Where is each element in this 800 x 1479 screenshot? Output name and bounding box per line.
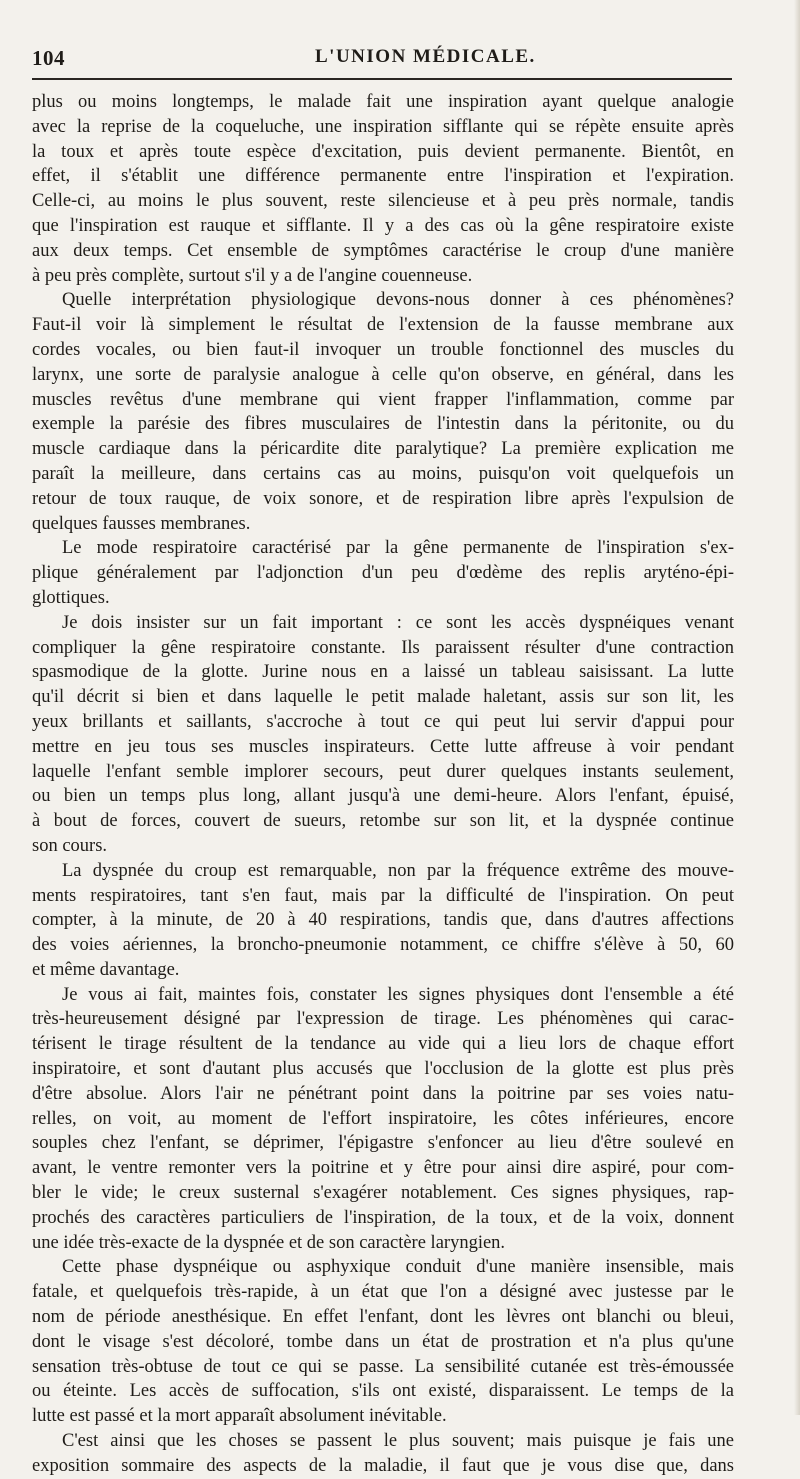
header-rule bbox=[32, 78, 732, 80]
text-line: que l'inspiration est rauque et sifflante. Il y a des cas où la gêne respiratoire existe bbox=[32, 215, 734, 236]
text-line: paraît la meilleure, dans certains cas au moins, puisqu'on voit quelquefois un bbox=[32, 463, 734, 484]
text-line: ou bien un temps plus long, allant jusqu'à une demi-heure. Alors l'enfant, épuisé, bbox=[32, 786, 734, 807]
running-header bbox=[32, 40, 732, 80]
text-line: à bout de forces, couvert de sueurs, retombe sur son lit, et la dyspnée continue bbox=[32, 811, 734, 832]
text-line: exemple la parésie des fibres musculaires de l'intestin dans la péritonite, ou du bbox=[32, 414, 734, 435]
text-line: mettre en jeu tous ses muscles inspirateurs. Cette lutte affreuse à voir pendant bbox=[32, 736, 734, 757]
text-line: la toux et après toute espèce d'excitation, puis devient permanente. Bientôt, en bbox=[32, 141, 734, 162]
text-line: son cours. bbox=[32, 835, 108, 856]
text-line: larynx, une sorte de paralysie analogue à celle qu'on observe, en général, dans les bbox=[32, 364, 734, 385]
text-line: très-heureusement désigné par l'expression de tirage. Les phénomènes qui carac- bbox=[32, 1009, 734, 1030]
text-line: dont le visage s'est décoloré, tombe dans un état de prostration et n'a plus qu'une bbox=[32, 1331, 734, 1352]
text-line: Quelle interprétation physiologique devons-nous donner à ces phénomènes? bbox=[62, 290, 734, 311]
text-line: à peu près complète, surtout s'il y a de l'angine couenneuse. bbox=[32, 265, 473, 286]
body-text bbox=[32, 90, 734, 1479]
text-line: glottiques. bbox=[32, 587, 110, 608]
text-line: térisent le tirage résultent de la tendance au vide qui a lieu lors de chaque effort bbox=[32, 1034, 734, 1055]
text-line: qu'il décrit si bien et dans laquelle le petit malade haletant, assis sur son lit, les bbox=[32, 687, 734, 708]
text-line: yeux brillants et saillants, s'accroche à tout ce qui peut lui servir d'appui pour bbox=[32, 711, 734, 732]
text-line: et même davantage. bbox=[32, 959, 180, 980]
text-line: prochés des caractères particuliers de l'inspiration, de la toux, et de la voix, donnent bbox=[32, 1207, 734, 1228]
text-line: Cette phase dyspnéique ou asphyxique conduit d'une manière insensible, mais bbox=[62, 1257, 734, 1278]
page-edge-shadow bbox=[794, 0, 800, 1415]
text-line: Le mode respiratoire caractérisé par la gêne permanente de l'inspiration s'ex- bbox=[62, 538, 734, 559]
text-line: plus ou moins longtemps, le malade fait une inspiration ayant quelque analogie bbox=[32, 92, 734, 112]
text-line: quelques fausses membranes. bbox=[32, 513, 251, 534]
text-line: laquelle l'enfant semble implorer secours, peut durer quelques instants seulement, bbox=[32, 761, 734, 782]
text-line: des voies aériennes, la broncho-pneumonie notamment, ce chiffre s'élève à 50, 60 bbox=[32, 935, 734, 956]
text-line: sensation très-obtuse de tout ce qui se passe. La sensibilité cutanée est très-émoussée bbox=[32, 1356, 734, 1377]
text-line: exposition sommaire des aspects de la maladie, il faut que je vous dise que, dans bbox=[32, 1455, 734, 1476]
journal-title: L'UNION MÉDICALE. bbox=[315, 46, 536, 67]
text-line: Faut-il voir là simplement le résultat de l'extension de la fausse membrane aux bbox=[32, 315, 734, 336]
text-line: avant, le ventre remonter vers la poitrine et y être pour ainsi dire aspiré, pour com- bbox=[32, 1158, 734, 1179]
text-line: muscle cardiaque dans la péricardite dite paralytique? La première explication me bbox=[32, 439, 734, 460]
text-line: nom de période anesthésique. En effet l'enfant, dont les lèvres ont blanchi ou bleui, bbox=[32, 1307, 734, 1328]
text-line: La dyspnée du croup est remarquable, non par la fréquence extrême des mouve- bbox=[62, 860, 734, 881]
text-line: ou éteinte. Les accès de suffocation, s'ils ont existé, disparaissent. Le temps de la bbox=[32, 1381, 734, 1402]
text-line: inspiratoire, et sont d'autant plus accusés que l'occlusion de la glotte est plus près bbox=[32, 1059, 734, 1080]
text-line: cordes vocales, ou bien faut-il invoquer un trouble fonctionnel des muscles du bbox=[32, 339, 734, 360]
text-line: compliquer la gêne respiratoire constante. Ils paraissent résulter d'une contraction bbox=[32, 637, 734, 658]
text-line: aux deux temps. Cet ensemble de symptômes caractérise le croup d'une manière bbox=[32, 240, 734, 261]
text-line: lutte est passé et la mort apparaît absolument inévitable. bbox=[32, 1406, 447, 1427]
text-line: muscles revêtus d'une membrane qui vient frapper l'inflammation, comme par bbox=[32, 389, 734, 410]
text-line: bler le vide; le creux susternal s'exagérer notablement. Ces signes physiques, rap- bbox=[32, 1183, 734, 1204]
text-line: effet, il s'établit une différence permanente entre l'inspiration et l'expiration. bbox=[32, 166, 734, 187]
text-line: relles, on voit, au moment de l'effort inspiratoire, les côtes inférieures, encore bbox=[32, 1108, 734, 1129]
text-line: Celle-ci, au moins le plus souvent, reste silencieuse et à peu près normale, tandis bbox=[32, 191, 734, 212]
text-line: Je vous ai fait, maintes fois, constater les signes physiques dont l'ensemble a été bbox=[62, 984, 734, 1005]
text-line: compter, à la minute, de 20 à 40 respirations, tandis que, dans d'autres affections bbox=[32, 910, 734, 931]
text-line: plique généralement par l'adjonction d'un peu d'œdème des replis aryténo-épi- bbox=[32, 563, 734, 584]
text-line: souples chez l'enfant, se déprimer, l'épigastre s'enfoncer au lieu d'être soulevé en bbox=[32, 1133, 734, 1154]
text-line: retour de toux rauque, de voix sonore, et de respiration libre après l'expulsion de bbox=[32, 488, 734, 509]
text-line: C'est ainsi que les choses se passent le plus souvent; mais puisque je fais une bbox=[62, 1431, 734, 1452]
text-line: spasmodique de la glotte. Jurine nous en a laissé un tableau saisissant. La lutte bbox=[32, 662, 734, 683]
page-number: 104 bbox=[32, 46, 65, 70]
text-line: avec la reprise de la coqueluche, une inspiration sifflante qui se répète ensuite après bbox=[32, 116, 734, 137]
text-line: fatale, et quelquefois très-rapide, à un état que l'on a désigné avec justesse par le bbox=[32, 1282, 734, 1303]
text-line: Je dois insister sur un fait important : ce sont les accès dyspnéiques venant bbox=[62, 612, 734, 633]
text-line: une idée très-exacte de la dyspnée et de son caractère laryngien. bbox=[32, 1232, 506, 1253]
text-line: ments respiratoires, tant s'en faut, mais par la difficulté de l'inspiration. On peut bbox=[32, 885, 734, 906]
text-line: d'être absolue. Alors l'air ne pénétrant point dans la poitrine par ses voies natu- bbox=[32, 1083, 734, 1104]
